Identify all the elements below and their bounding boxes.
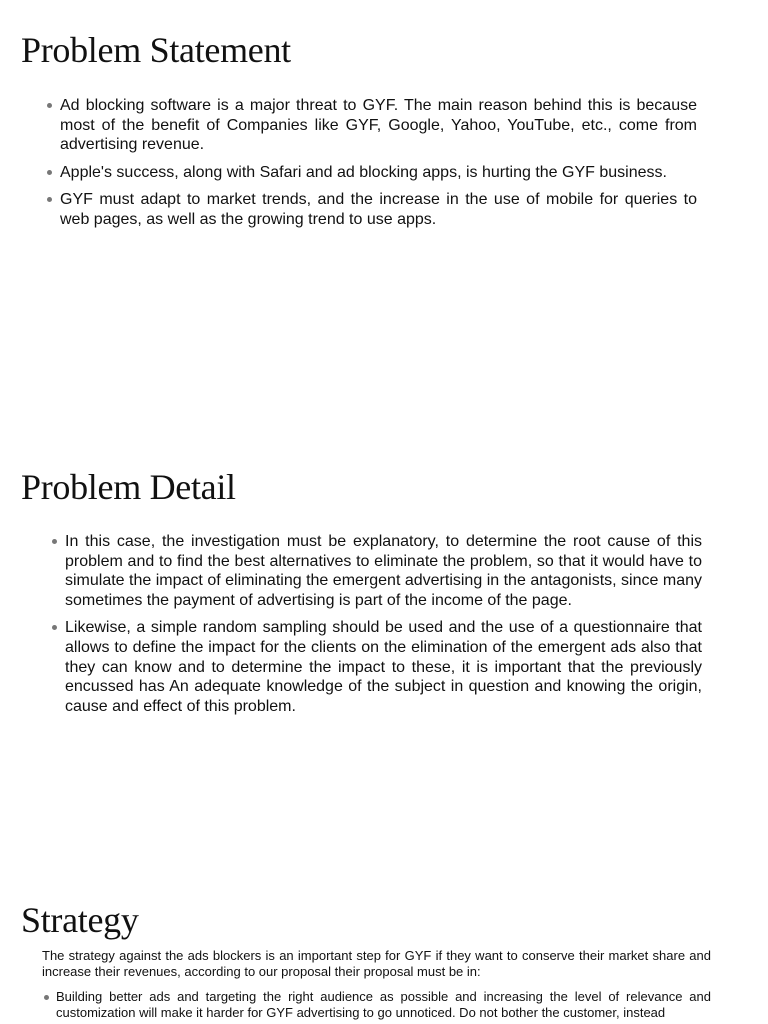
bullet-list <box>60 96 697 237</box>
list-item: Likewise, a simple random sampling should be used and the use of a questionnaire that allows to define the impact for the clients on the elimination of the emergent ads also that they can know and to determine the impact to these, it is important that the previously encussed has An adequate knowledge of the subject in question and knowing the origin, cause and effect of this problem. <box>65 618 702 716</box>
bullet-icon <box>52 539 57 544</box>
bullet-icon <box>47 197 52 202</box>
bullet-list <box>56 989 711 1021</box>
section-heading: Problem Statement <box>21 30 291 70</box>
list-item: GYF must adapt to market trends, and the increase in the use of mobile for queries to web pages, as well as the growing trend to use apps. <box>60 190 697 229</box>
bullet-list <box>65 532 702 724</box>
strategy-intro: The strategy against the ads blockers is an important step for GYF if they want to conserve their market share and increase their revenues, according to our proposal their proposal must be in: <box>42 948 711 979</box>
bullet-icon <box>47 103 52 108</box>
bullet-icon <box>47 170 52 175</box>
section-heading: Strategy <box>21 900 139 940</box>
list-item: Building better ads and targeting the right audience as possible and increasing the level of relevance and customization will make it harder for GYF advertising to go unnoticed. Do not bother the customer, instead <box>56 989 711 1021</box>
bullet-icon <box>44 995 49 1000</box>
list-item: Apple's success, along with Safari and ad blocking apps, is hurting the GYF business. <box>60 163 697 183</box>
list-item: Ad blocking software is a major threat to GYF. The main reason behind this is because most of the benefit of Companies like GYF, Google, Yahoo, YouTube, etc., come from advertising revenue. <box>60 96 697 155</box>
bullet-icon <box>52 625 57 630</box>
list-item: In this case, the investigation must be explanatory, to determine the root cause of this problem and to find the best alternatives to eliminate the problem, so that it would have to simulate the impact of eliminating the emergent advertising in the antagonists, since many sometimes the payment of advertising is part of the income of the page. <box>65 532 702 610</box>
section-heading: Problem Detail <box>21 467 236 507</box>
